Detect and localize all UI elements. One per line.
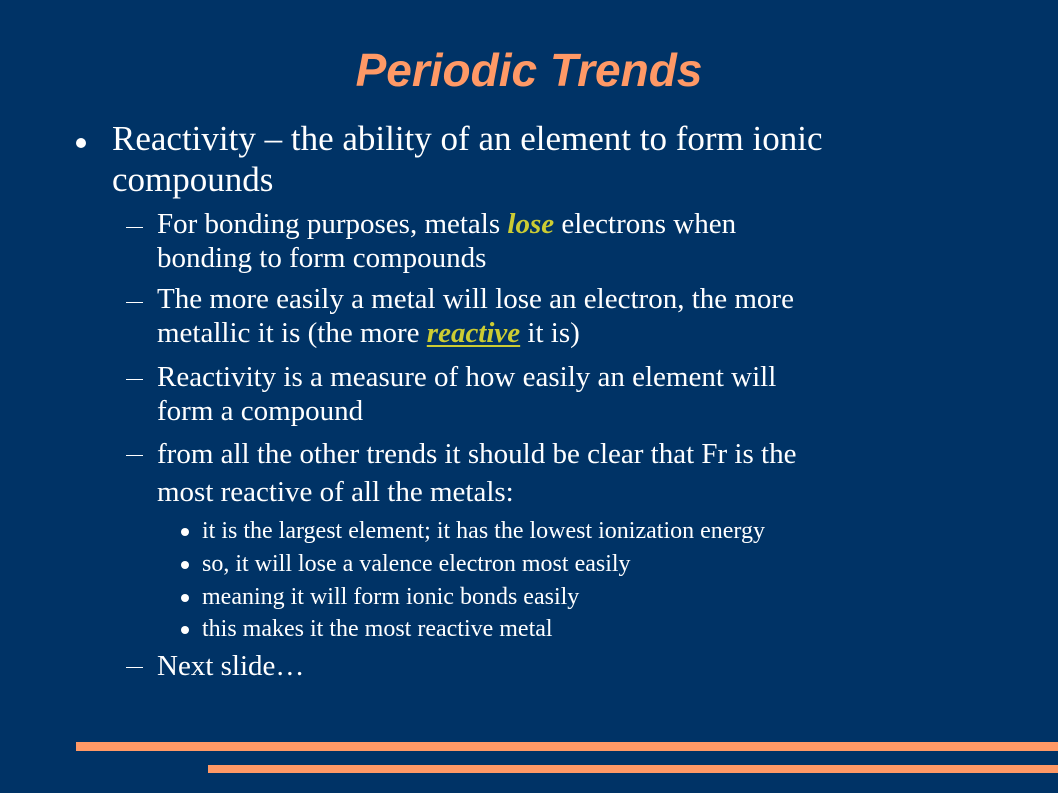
main-bullet-line: Reactivity – the ability of an element to form ionic [112,119,823,158]
text-run: electrons when [554,208,737,240]
sub-bullet-dash [126,455,143,456]
sub-bullet-line: form a compound [157,395,364,427]
sub-bullet-line [157,207,1027,241]
reason-bullet-dot [181,561,189,569]
main-bullet-dot [76,138,86,148]
sub-bullet-line: bonding to form compounds [157,242,487,274]
sub-bullet-line: Reactivity is a measure of how easily an element will [157,361,777,393]
sub-bullet-dash [126,227,143,228]
text-run: it is) [520,317,580,349]
sub-bullet-line [157,316,1027,350]
slide-title: Periodic Trends [355,44,703,96]
sub-bullet-dash [126,302,143,303]
accent-bar-top [76,742,1058,751]
reason-item: it is the largest element; it has the lowest ionization energy [202,518,765,544]
text-run: metallic it is (the more [157,317,427,349]
reason-item: this makes it the most reactive metal [202,616,553,642]
sub-bullet-line: The more easily a metal will lose an electron, the more [157,283,794,315]
main-bullet-text [112,118,1012,200]
reason-bullet-dot [181,528,189,536]
sub-bullet-text [157,282,1027,350]
text-run: For bonding purposes, metals [157,208,508,240]
accent-bar-bottom [208,765,1058,773]
sub-bullet-text [157,207,1027,275]
reason-bullet-dot [181,626,189,634]
next-slide-text: Next slide… [157,650,305,682]
sub-bullet-text [157,437,1027,509]
sub-bullet-line: from all the other trends it should be clear that Fr is the [157,438,797,470]
sub-bullet-dash [126,667,143,668]
main-bullet-line: compounds [112,160,274,199]
reason-item: so, it will lose a valence electron most easily [202,551,631,577]
reason-item: meaning it will form ionic bonds easily [202,584,580,610]
highlight-reactive-link[interactable]: reactive [426,317,521,349]
sub-bullet-line: most reactive of all the metals: [157,476,514,508]
sub-bullet-text [157,360,1027,428]
sub-bullet-dash [126,379,143,380]
reason-bullet-dot [181,594,189,602]
highlight-lose: lose [507,208,555,240]
